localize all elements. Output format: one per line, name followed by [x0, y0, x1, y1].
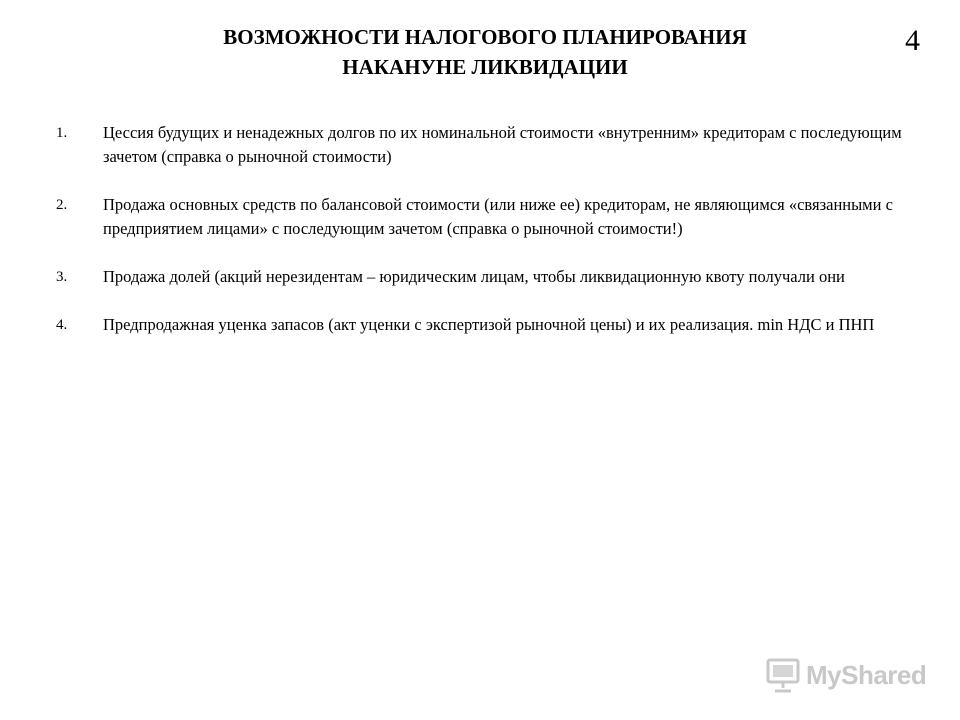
- list-item-text: Предпродажная уценка запасов (акт уценки с экспертизой рыночной цены) и их реализация. min НДС и ПНП: [103, 315, 875, 334]
- list-item-number: 1.: [56, 125, 68, 141]
- slide-title-line-1: ВОЗМОЖНОСТИ НАЛОГОВОГО ПЛАНИРОВАНИЯ: [223, 25, 747, 49]
- myshared-watermark: [766, 655, 926, 695]
- watermark-text: MyShared: [806, 659, 927, 690]
- numbered-list: [56, 121, 906, 361]
- list-item-number: 4.: [56, 317, 68, 333]
- list-item-text: Цессия будущих и ненадежных долгов по их номинальной стоимости «внутренним» кредиторам с последующим зачетом (справка о рыночной стоимости): [103, 123, 902, 166]
- slide-title-line-2: НАКАНУНЕ ЛИКВИДАЦИИ: [342, 55, 628, 79]
- list-item: [56, 265, 906, 289]
- list-item-text: Продажа долей (акций нерезидентам – юридическим лицам, чтобы ликвидационную квоту получали они: [103, 267, 845, 286]
- page-number: 4: [905, 24, 920, 57]
- list-item-number: 2.: [56, 197, 68, 213]
- list-item-number: 3.: [56, 269, 68, 285]
- list-item: [56, 313, 906, 337]
- list-item: [56, 193, 906, 241]
- list-item: [56, 121, 906, 169]
- list-item-text: Продажа основных средств по балансовой стоимости (или ниже ее) кредиторам, не являющимся «связанными с предприятием лицами» с последующим зачетом (справка о рыночной стоимости!): [103, 195, 893, 238]
- presentation-board-icon: [766, 657, 800, 693]
- slide-title: [60, 22, 910, 82]
